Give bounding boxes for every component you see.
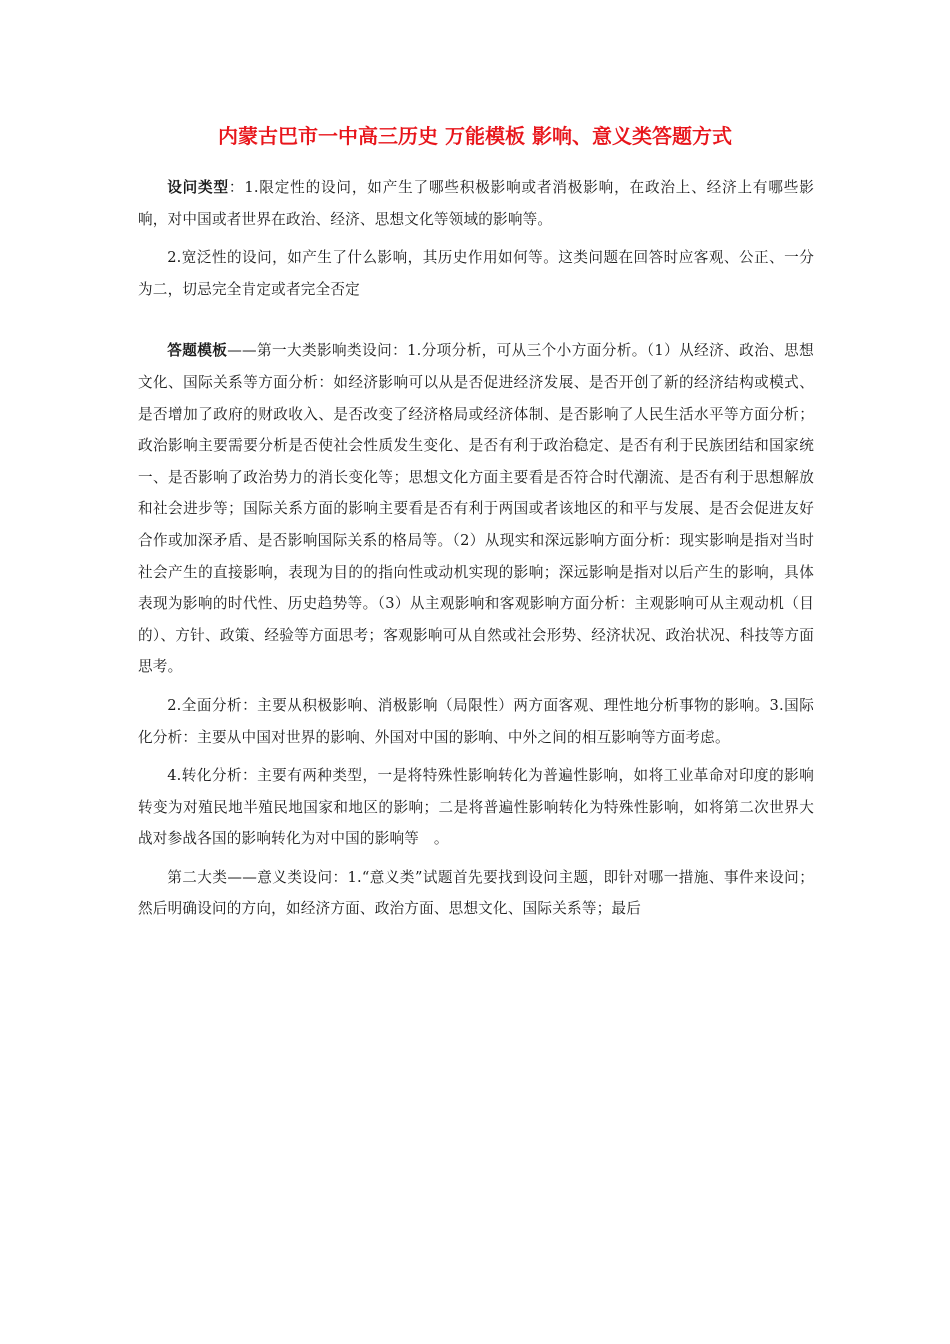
paragraph-question-types — [138, 172, 814, 235]
question-types-text: ：1.限定性的设问，如产生了哪些积极影响或者消极影响，在政治上、经济上有哪些影响，对中国或者世界在政治、经济、思想文化等领域的影响等。 — [138, 179, 814, 228]
paragraph-significance-questions: 第二大类——意义类设问：1.“意义类”试题首先要找到设问主题，即针对哪一措施、事件来设问；然后明确设问的方向，如经济方面、政治方面、思想文化、国际关系等；最后 — [138, 868, 814, 918]
paragraph-transformation-analysis: 4.转化分析：主要有两种类型，一是将特殊性影响转化为普遍性影响，如将工业革命对印度的影响转变为对殖民地半殖民地国家和地区的影响；二是将普遍性影响转化为特殊性影响，如将第二次世界大战对参战各国的影响转化为对中国的影响等 。 — [138, 767, 814, 848]
paragraph-broad-questions: 2.宽泛性的设问，如产生了什么影响，其历史作用如何等。这类问题在回答时应客观、公正、一分为二，切忌完全肯定或者完全否定 — [138, 249, 814, 298]
document-title: 内蒙古巴市一中高三历史 万能模板 影响、意义类答题方式 — [218, 124, 732, 148]
paragraph-comprehensive-analysis: 2.全面分析：主要从积极影响、消极影响（局限性）两方面客观、理性地分析事物的影响。3.国际化分析：主要从中国对世界的影响、外国对中国的影响、中外之间的相互影响等方面考虑。 — [138, 696, 814, 746]
paragraph-answer-template — [138, 335, 814, 683]
answer-template-label: 答题模板 — [167, 342, 228, 360]
answer-template-text: ——第一大类影响类设问：1.分项分析，可从三个小方面分析。（1）从经济、政治、思想文化、国际关系等方面分析：如经济影响可以从是否促进经济发展、是否开创了新的经济结构或模式、是否增加了政府的财政收入、是否改变了经济格局或经济体制、是否影响了人民生活水平等方面分析；政治影响主要需要分析是否使社会性质发生变化、是否有利于政治稳定、是否有利于民族团结和国家统一、是否影响了政治势力的消长变化等；思想文化方面主要看是否符合时代潮流、是否有利于思想解放和社会进步等；国际关系方面的影响主要看是否有利于两国或者该地区的和平与发展、是否会促进友好合作或加深矛盾、是否影响国际关系的格局等。（2）从现实和深远影响方面分析：现实影响是指对当时社会产生的直接影响，表现为目的的指向性或动机实现的影响；深远影响是指对以后产生的影响，具体表现为影响的时代性、历史趋势等。（3）从主观影响和客观影响方面分析：主观影响可从主观动机（目的）、方针、政策、经验等方面思考；客观影响可从自然或社会形势、经济状况、政治状况、科技等方面思考。 — [138, 342, 814, 676]
document-body — [138, 172, 814, 932]
question-types-label: 设问类型 — [167, 179, 229, 196]
